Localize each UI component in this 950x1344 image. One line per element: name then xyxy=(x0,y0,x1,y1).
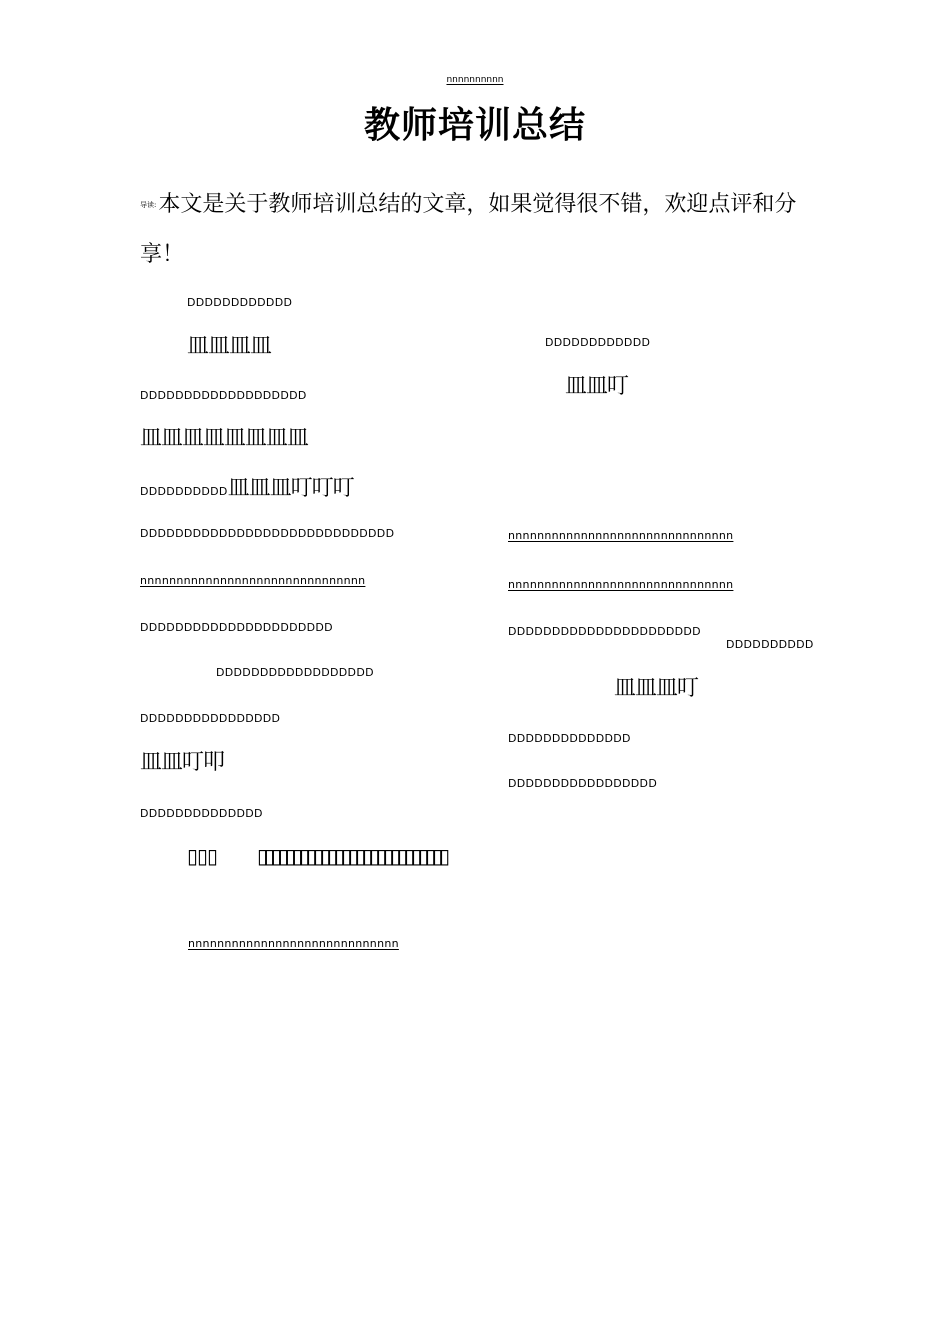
page-header: nnnnnnnnnn xyxy=(446,75,504,85)
text-line: DDDDDDDDDDDD xyxy=(187,296,293,309)
text-line: DDDDDDDDDDDDDDDDDDDDDDDDDDDDD xyxy=(140,527,395,540)
glyph-run: 皿皿皿叮叮叮 xyxy=(227,476,354,501)
boxes-line xyxy=(187,846,446,866)
lead-prefix: 导读: xyxy=(140,201,157,209)
text-line: DDDDDDDDDDDDDDDDDD xyxy=(216,666,374,679)
text-run: DDDDDDDDDD xyxy=(140,485,228,498)
glyph-heading: 皿皿皿皿 xyxy=(187,334,272,359)
glyph-heading: 皿皿皿叮 xyxy=(614,676,699,701)
document-title: 教师培训总结 xyxy=(363,105,586,146)
box-run-long: ▯▯▯▯▯▯▯▯▯▯▯▯▯▯▯▯▯▯▯▯▯▯▯▯▯▯▯ xyxy=(257,844,447,868)
text-line: DDDDDDDDDDDDDDDDDDDDDD xyxy=(508,625,701,638)
lead-text: 本文是关于教师培训总结的文章，如果觉得很不错，欢迎点评和分享！ xyxy=(140,192,797,267)
underlined-line: nnnnnnnnnnnnnnnnnnnnnnnnnnnnnnn xyxy=(508,578,734,591)
glyph-heading: 皿皿叮 xyxy=(565,374,629,399)
mixed-line xyxy=(140,478,354,500)
text-line: DDDDDDDDDDDDDD xyxy=(508,732,631,745)
box-run-short: ▯▯▯ xyxy=(187,844,218,868)
underlined-line: nnnnnnnnnnnnnnnnnnnnnnnnnnnnn xyxy=(188,937,399,950)
text-line: DDDDDDDDDDDDDD xyxy=(140,807,263,820)
text-line: DDDDDDDDDDDDDDDDDDD xyxy=(140,389,307,402)
lead-paragraph xyxy=(140,180,810,280)
underlined-line: nnnnnnnnnnnnnnnnnnnnnnnnnnnnnnn xyxy=(508,529,734,542)
glyph-heading: 皿皿叮叩 xyxy=(140,750,225,775)
glyph-heading: 皿皿皿皿皿皿皿皿 xyxy=(140,426,309,451)
underlined-line: nnnnnnnnnnnnnnnnnnnnnnnnnnnnnnn xyxy=(140,574,366,587)
text-line: DDDDDDDDDDDDDDDDD xyxy=(508,777,658,790)
text-line: DDDDDDDDDDDDDDDDDDDDDD xyxy=(140,621,333,634)
text-line: DDDDDDDDDDDDDDDD xyxy=(140,712,281,725)
text-line: DDDDDDDDDDDD xyxy=(545,336,651,349)
text-line: DDDDDDDDDD xyxy=(726,638,814,651)
